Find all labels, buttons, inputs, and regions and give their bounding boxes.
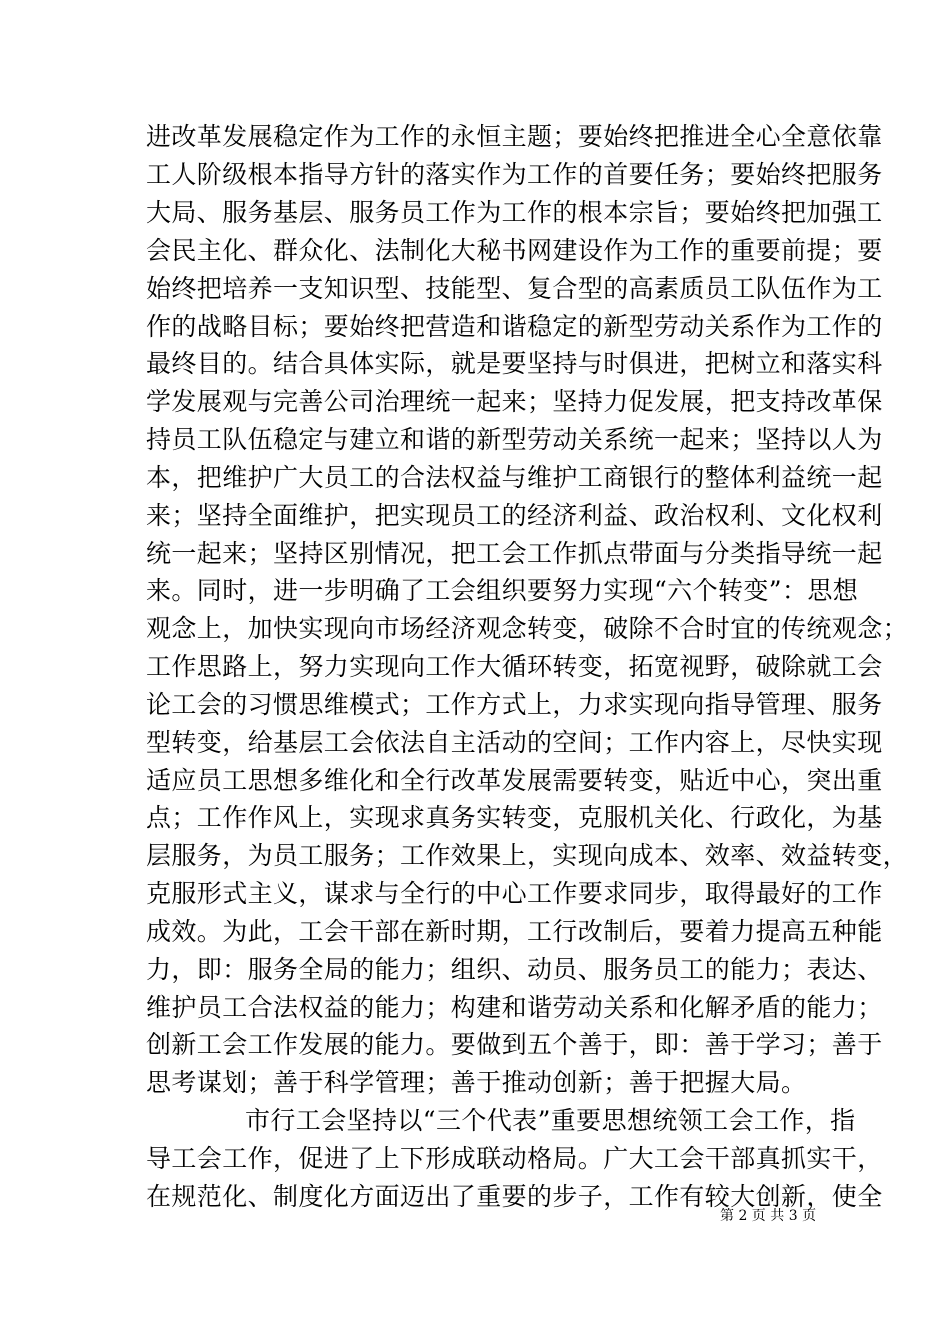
text-line: 型转变，给基层工会依法自主活动的空间；工作内容上，尽快实现 (146, 728, 883, 757)
text-line: 层服务，为员工服务；工作效果上，实现向成本、效率、效益转变， (146, 841, 909, 870)
text-line: 思考谋划；善于科学管理；善于推动创新；善于把握大局。 (146, 1068, 807, 1097)
text-line: 工作思路上，努力实现向工作大循环转变，拓宽视野，破除就工会 (146, 652, 883, 681)
text-line: 会民主化、群众化、法制化大秘书网建设作为工作的重要前提；要 (146, 236, 883, 265)
text-line: 本，把维护广大员工的合法权益与维护工商银行的整体利益统一起 (146, 463, 883, 492)
text-line: 观念上，加快实现向市场经济观念转变，破除不合时宜的传统观念； (146, 614, 909, 643)
text-line: 始终把培养一支知识型、技能型、复合型的高素质员工队伍作为工 (146, 274, 883, 303)
text-line: 创新工会工作发展的能力。要做到五个善于，即：善于学习；善于 (146, 1030, 883, 1059)
text-line: 维护员工合法权益的能力；构建和谐劳动关系和化解矛盾的能力； (146, 993, 883, 1022)
text-line: 点；工作作风上，实现求真务实转变，克服机关化、行政化，为基 (146, 803, 883, 832)
text-line: 在规范化、制度化方面迈出了重要的步子，工作有较大创新，使全 (146, 1182, 883, 1211)
text-line: 成效。为此，工会干部在新时期，工行改制后，要着力提高五种能 (146, 917, 883, 946)
text-line: 最终目的。结合具体实际，就是要坚持与时俱进，把树立和落实科 (146, 349, 883, 378)
text-line: 克服形式主义，谋求与全行的中心工作要求同步，取得最好的工作 (146, 879, 883, 908)
text-line: 进改革发展稳定作为工作的永恒主题；要始终把推进全心全意依靠 (146, 122, 883, 151)
text-line: 作的战略目标；要始终把营造和谐稳定的新型劳动关系作为工作的 (146, 312, 883, 341)
text-line: 持员工队伍稳定与建立和谐的新型劳动关系统一起来；坚持以人为 (146, 425, 883, 454)
text-line: 来。同时，进一步明确了工会组织要努力实现“六个转变”：思想 (146, 576, 859, 605)
text-line: 工人阶级根本指导方针的落实作为工作的首要任务；要始终把服务 (146, 160, 883, 189)
page-number-footer: 第 2 页 共 3 页 (720, 1208, 817, 1224)
text-line: 来；坚持全面维护，把实现员工的经济利益、政治权利、文化权利 (146, 501, 883, 530)
text-line: 大局、服务基层、服务员工作为工作的根本宗旨；要始终把加强工 (146, 198, 883, 227)
text-line: 适应员工思想多维化和全行改革发展需要转变，贴近中心，突出重 (146, 766, 883, 795)
text-line: 统一起来；坚持区别情况，把工会工作抓点带面与分类指导统一起 (146, 539, 883, 568)
paragraph-start-line: 市行工会坚持以“三个代表”重要思想统领工会工作，指 (245, 1106, 856, 1135)
text-line: 导工会工作，促进了上下形成联动格局。广大工会干部真抓实干， (146, 1144, 883, 1173)
text-line: 论工会的习惯思维模式；工作方式上，力求实现向指导管理、服务 (146, 690, 883, 719)
text-line: 学发展观与完善公司治理统一起来；坚持力促发展，把支持改革保 (146, 387, 883, 416)
text-line: 力，即：服务全局的能力；组织、动员、服务员工的能力；表达、 (146, 955, 883, 984)
